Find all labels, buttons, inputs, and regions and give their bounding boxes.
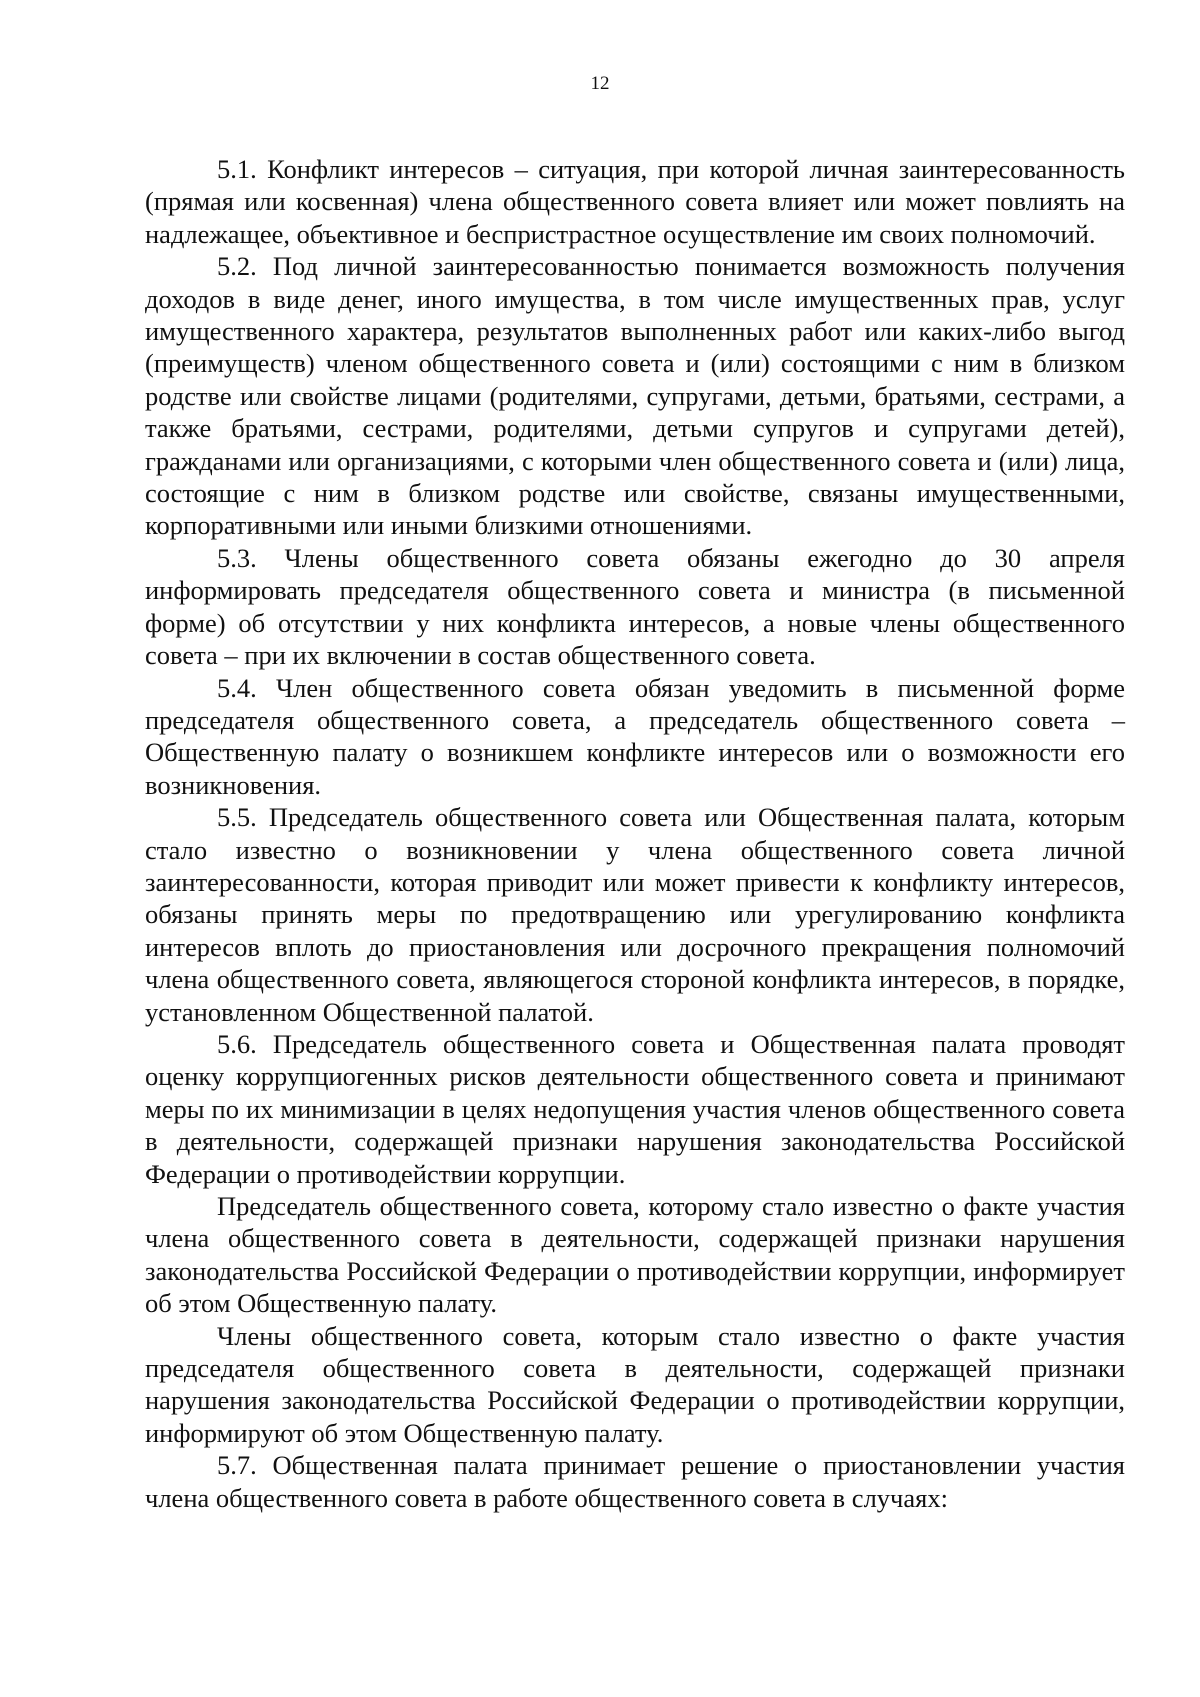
paragraph-5-6-members: Члены общественного совета, которым стало известно о факте участия председателя общественного совета в деятельности, содержащей признаки нарушения законодательства Российской Федерации о противодействии коррупции, информируют об этом Общественную палату. [145,1320,1125,1448]
paragraph-5-1: 5.1. Конфликт интересов – ситуация, при которой личная заинтересованность (прямая или косвенная) члена общественного совета влияет или может повлиять на надлежащее, объективное и беспристрастное осуществление им своих полномочий. [145,154,1125,249]
paragraph-5-4: 5.4. Член общественного совета обязан уведомить в письменной форме председателя общественного совета, а председатель общественного совета – Общественную палату о возникшем конфликте интересов или о возможности его возникновения. [145,672,1125,800]
page-number: 12 [590,73,610,94]
paragraph-5-2: 5.2. Под личной заинтересованностью понимается возможность получения доходов в виде денег, иного имущества, в том числе имущественных прав, услуг имущественного характера, результатов выполненных работ или каких-либо выгод (преимуществ) членом общественного совета и (или) состоящими с ним в близком родстве или свойстве лицами (родителями, супругами, детьми, братьями, сестрами, а также братьями, сестрами, родителями, детьми супругов и супругами детей), гражданами или организациями, с которыми член общественного совета и (или) лица, состоящие с ним в близком родстве или свойстве, связаны имущественными, корпоративными или иными близкими отношениями. [145,251,1125,541]
paragraph-5-7: 5.7. Общественная палата принимает решение о приостановлении участия члена общественного совета в работе общественного совета в случаях: [145,1450,1125,1513]
document-body [145,153,1125,1514]
paragraph-5-5: 5.5. Председатель общественного совета или Общественная палата, которым стало известно о возникновении у члена общественного совета личной заинтересованности, которая приводит или может привести к конфликту интересов, обязаны принять меры по предотвращению или урегулированию конфликта интересов вплоть до приостановления или досрочного прекращения полномочий члена общественного совета, являющегося стороной конфликта интересов, в порядке, установленном Общественной палатой. [145,802,1125,1027]
paragraph-5-3: 5.3. Члены общественного совета обязаны ежегодно до 30 апреля информировать председателя общественного совета и министра (в письменной форме) об отсутствии у них конфликта интересов, а новые члены общественного совета – при их включении в состав общественного совета. [145,542,1125,671]
paragraph-5-6-chairman: Председатель общественного совета, которому стало известно о факте участия члена общественного совета в деятельности, содержащей признаки нарушения законодательства Российской Федерации о противодействии коррупции, информирует об этом Общественную палату. [145,1191,1125,1319]
paragraph-5-6: 5.6. Председатель общественного совета и Общественная палата проводят оценку коррупциогенных рисков деятельности общественного совета и принимают меры по их минимизации в целях недопущения участия членов общественного совета в деятельности, содержащей признаки нарушения законодательства Российской Федерации о противодействии коррупции. [145,1028,1125,1189]
